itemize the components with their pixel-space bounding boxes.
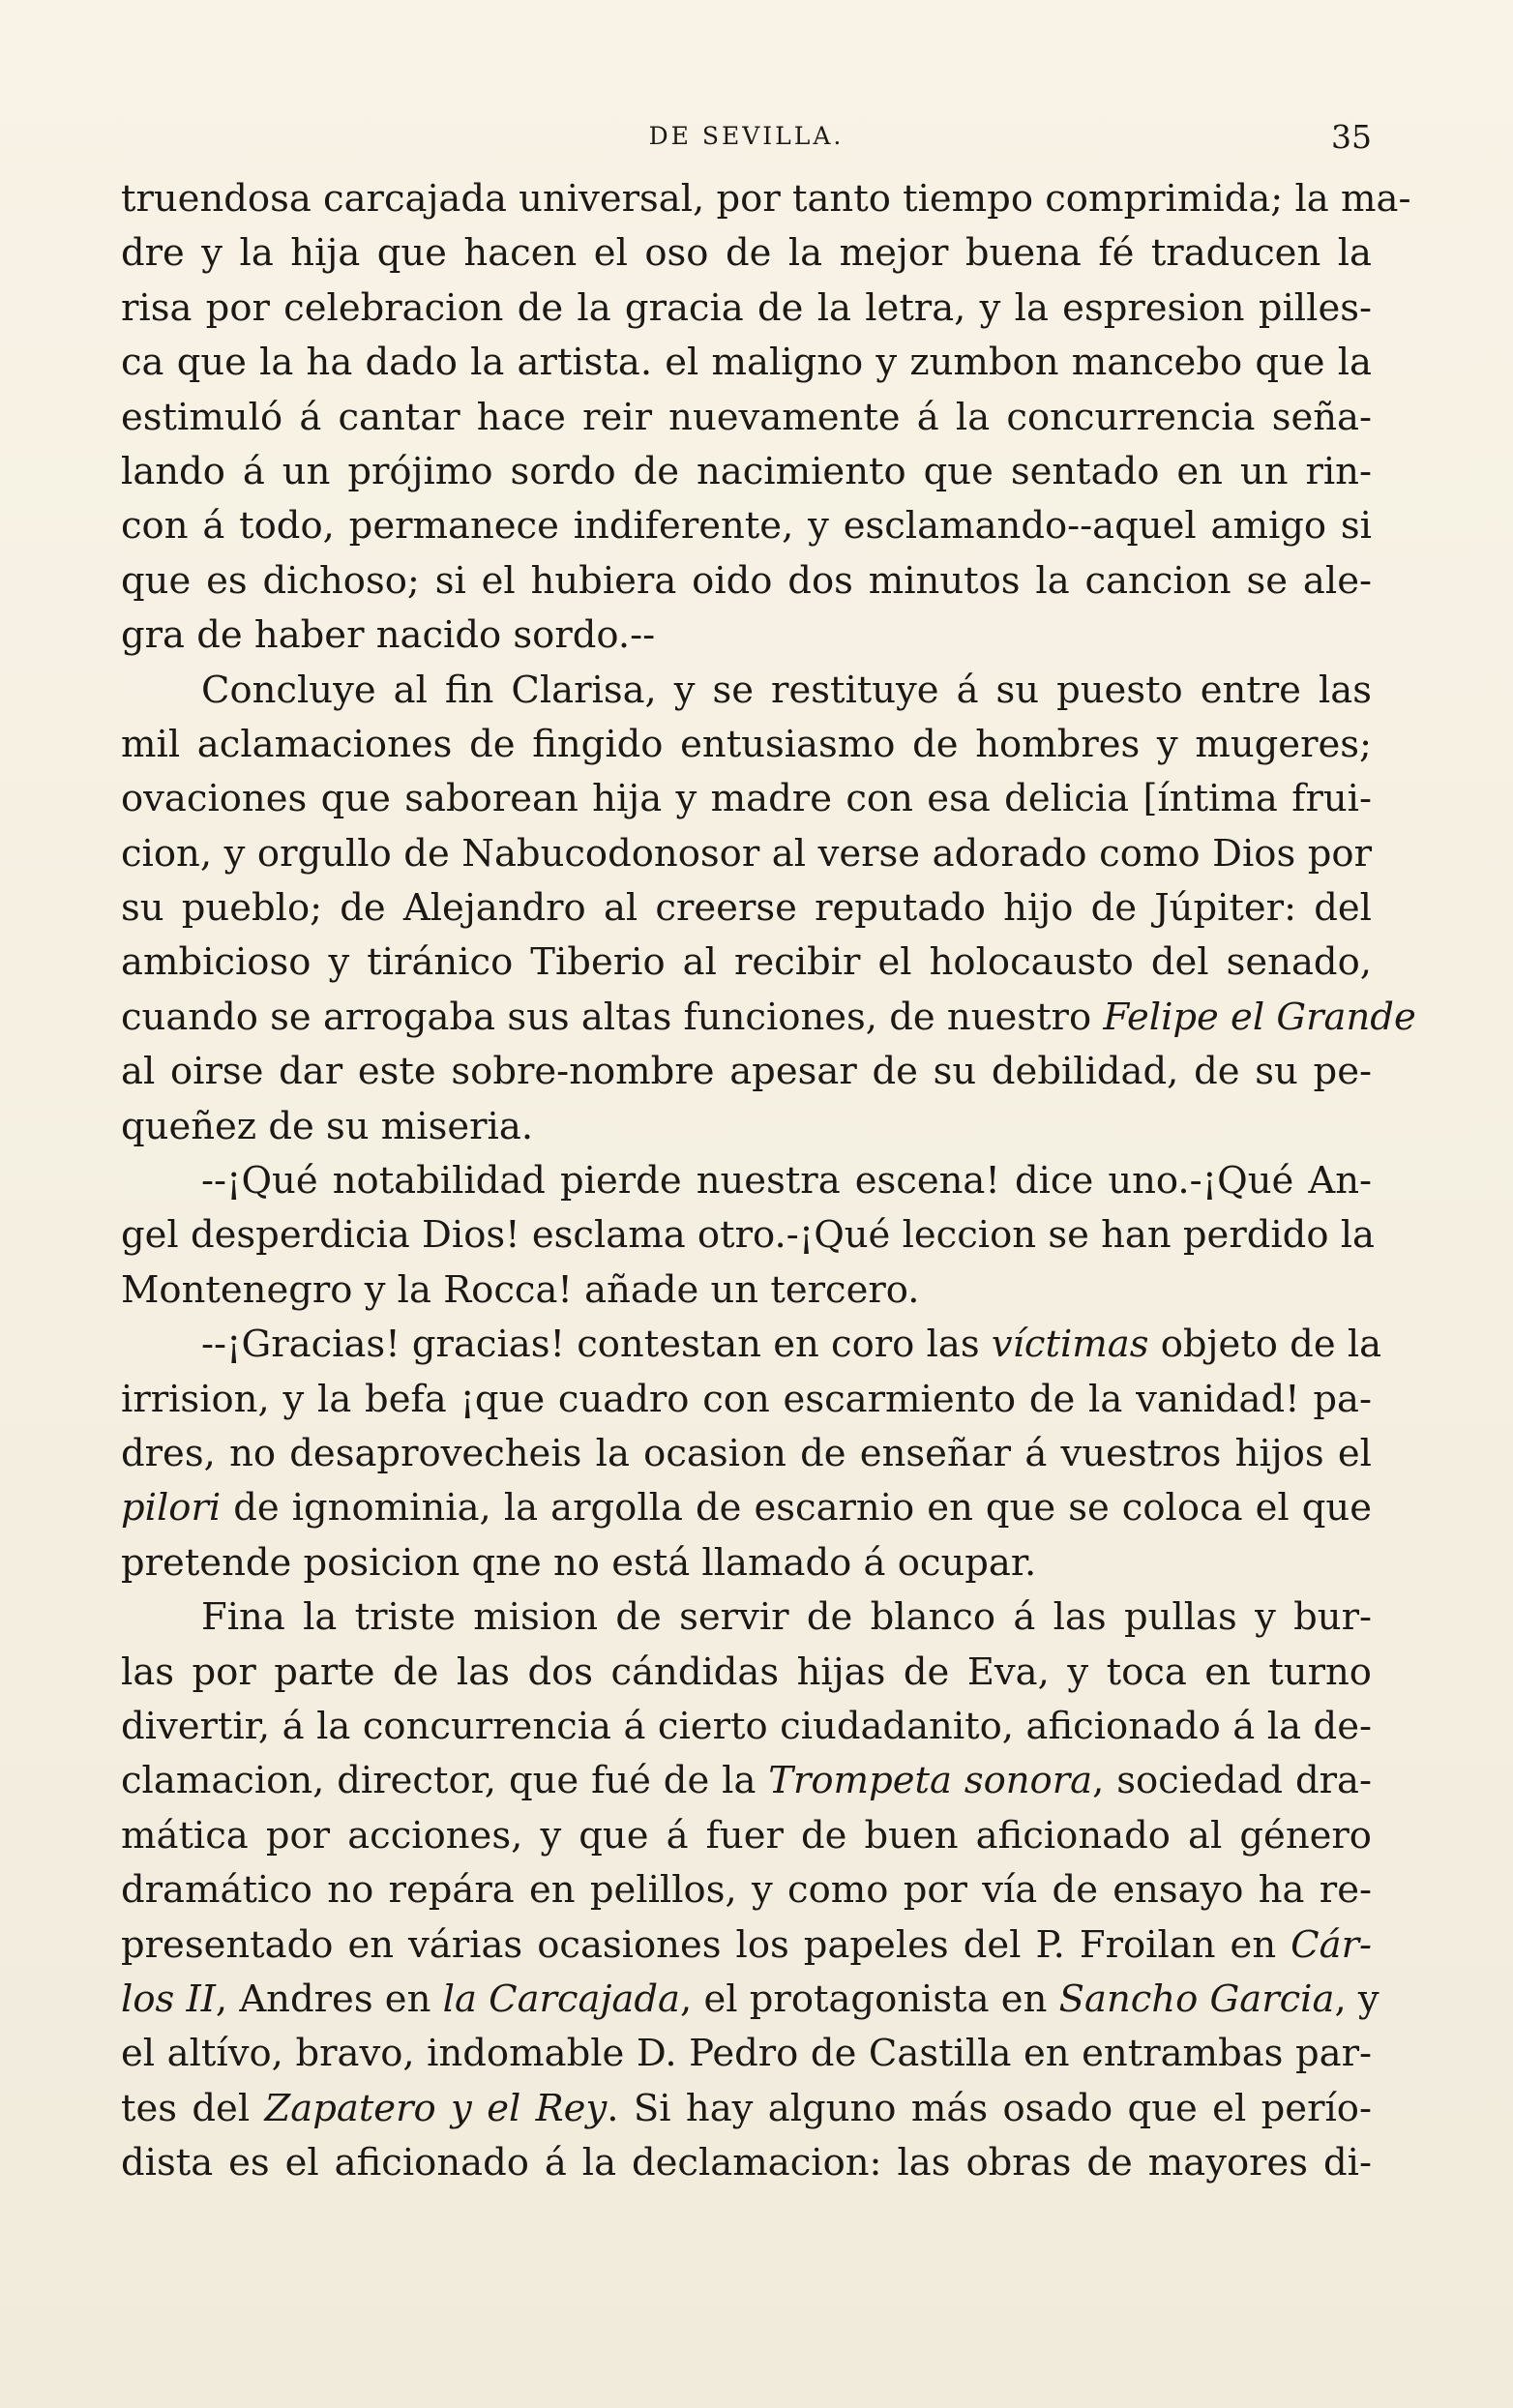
text-segment: dre y la hija que hacen el oso de la mejor buena fé traducen la bbox=[121, 231, 1372, 276]
text-line bbox=[121, 2136, 1372, 2190]
text-line bbox=[121, 1154, 1372, 1208]
text-segment: --¡Gracias! gracias! contestan en coro las bbox=[201, 1323, 992, 1367]
text-line bbox=[121, 554, 1372, 609]
text-line bbox=[121, 1208, 1376, 1263]
text-segment: ca que la ha dado la artista. el maligno y zumbon mancebo que la bbox=[121, 341, 1372, 385]
text-segment: Montenegro y la Rocca! añade un tercero. bbox=[121, 1267, 920, 1312]
text-segment: lando á un prójimo sordo de nacimiento que sentado en un rin- bbox=[121, 449, 1372, 493]
text-line bbox=[121, 1481, 1372, 1535]
italic-text: víctimas bbox=[991, 1323, 1149, 1367]
text-line bbox=[121, 718, 1372, 772]
text-line bbox=[121, 1700, 1372, 1754]
text-line bbox=[121, 991, 1416, 1045]
text-line bbox=[121, 1045, 1372, 1099]
text-segment: gra de haber nacido sordo.-- bbox=[121, 613, 656, 658]
text-segment: --¡Qué notabilidad pierde nuestra escena! dice uno.-¡Qué An- bbox=[201, 1159, 1372, 1204]
text-segment: Fina la triste mision de servir de blanco á las pullas y bur- bbox=[201, 1595, 1372, 1640]
page-header bbox=[121, 118, 1372, 161]
text-line bbox=[121, 172, 1411, 226]
italic-text: pilori bbox=[121, 1486, 222, 1531]
text-line bbox=[121, 881, 1372, 936]
text-segment: el altívo, bravo, indomable D. Pedro de Castilla en entrambas par- bbox=[121, 2032, 1372, 2076]
text-line bbox=[121, 1646, 1372, 1700]
text-line bbox=[121, 2082, 1372, 2136]
text-segment: , sociedad dra- bbox=[1092, 1759, 1372, 1803]
body-text bbox=[121, 172, 1416, 2190]
text-segment: truendosa carcajada universal, por tanto tiempo comprimida; la ma- bbox=[121, 177, 1411, 221]
text-line bbox=[121, 1263, 1372, 1318]
text-segment: con á todo, permanece indiferente, y esclamando--aquel amigo si bbox=[121, 504, 1372, 549]
text-line bbox=[121, 282, 1372, 336]
text-line bbox=[121, 1100, 1372, 1154]
text-segment: , el protagonista en bbox=[679, 1977, 1059, 2021]
text-line bbox=[121, 2027, 1372, 2081]
text-line bbox=[121, 1536, 1372, 1590]
text-line bbox=[121, 1590, 1372, 1645]
text-segment: divertir, á la concurrencia á cierto ciudadanito, aficionado á la de- bbox=[121, 1704, 1372, 1748]
text-segment: que es dichoso; si el hubiera oido dos minutos la cancion se ale- bbox=[121, 558, 1372, 603]
text-segment: , y bbox=[1334, 1977, 1380, 2021]
running-head: DE SEVILLA. bbox=[648, 122, 845, 150]
text-segment: mil aclamaciones de fingido entusiasmo de hombres y mugeres; bbox=[121, 722, 1372, 766]
text-line bbox=[121, 499, 1372, 553]
text-line bbox=[121, 1863, 1372, 1917]
italic-text: los II bbox=[121, 1977, 216, 2021]
text-segment: queñez de su miseria. bbox=[121, 1104, 534, 1148]
text-line bbox=[121, 1373, 1372, 1427]
text-segment: risa por celebracion de la gracia de la letra, y la espresion pilles- bbox=[121, 285, 1372, 330]
italic-text: Cár- bbox=[1290, 1922, 1372, 1967]
text-segment: su pueblo; de Alejandro al creerse reputado hijo de Júpiter: del bbox=[121, 886, 1372, 931]
text-segment: ambicioso y tiránico Tiberio al recibir el holocausto del senado, bbox=[121, 940, 1372, 985]
text-segment: las por parte de las dos cándidas hijas de Eva, y toca en turno bbox=[121, 1650, 1372, 1694]
text-line bbox=[121, 772, 1372, 826]
text-line bbox=[121, 445, 1372, 499]
italic-text: Zapatero y el Rey bbox=[264, 2086, 608, 2130]
text-line bbox=[121, 391, 1372, 445]
italic-text: Felipe el Grande bbox=[1103, 995, 1416, 1039]
text-line bbox=[121, 1427, 1372, 1481]
text-line bbox=[121, 936, 1372, 990]
text-line bbox=[121, 336, 1372, 390]
text-segment: dres, no desaprovecheis la ocasion de enseñar á vuestros hijos el bbox=[121, 1431, 1372, 1475]
page-number: 35 bbox=[1331, 118, 1372, 156]
text-segment: pretende posicion qne no está llamado á ocupar. bbox=[121, 1540, 1037, 1585]
text-segment: tes del bbox=[121, 2086, 265, 2130]
text-segment: mática por acciones, y que á fuer de buen aficionado al género bbox=[121, 1813, 1372, 1858]
text-segment: de ignominia, la argolla de escarnio en que se coloca el que bbox=[221, 1486, 1372, 1531]
text-segment: estimuló á cantar hace reir nuevamente á la concurrencia seña- bbox=[121, 395, 1372, 439]
text-segment: gel desperdicia Dios! esclama otro.-¡Qué leccion se han perdido la bbox=[121, 1213, 1376, 1258]
text-segment: al oirse dar este sobre-nombre apesar de su debilidad, de su pe- bbox=[121, 1050, 1372, 1094]
text-segment: clamacion, director, que fué de la bbox=[121, 1759, 769, 1803]
text-line bbox=[121, 1318, 1382, 1372]
text-line bbox=[121, 664, 1372, 718]
text-segment: ovaciones que saborean hija y madre con esa delicia [íntima frui- bbox=[121, 777, 1372, 821]
text-segment: . Si hay alguno más osado que el perío- bbox=[607, 2086, 1372, 2130]
text-segment: objeto de la bbox=[1148, 1323, 1382, 1367]
text-line bbox=[121, 226, 1372, 281]
text-line bbox=[121, 1809, 1372, 1863]
text-segment: irrision, y la befa ¡que cuadro con escarmiento de la vanidad! pa- bbox=[121, 1377, 1372, 1421]
italic-text: la Carcajada bbox=[442, 1977, 680, 2021]
text-segment: dramático no repára en pelillos, y como por vía de ensayo ha re- bbox=[121, 1868, 1372, 1913]
text-line bbox=[121, 1918, 1372, 1973]
text-segment: , Andres en bbox=[215, 1977, 443, 2021]
text-segment: dista es el aficionado á la declamacion: las obras de mayores di- bbox=[121, 2141, 1372, 2185]
text-line bbox=[121, 1754, 1372, 1808]
text-segment: Concluye al fin Clarisa, y se restituye á su puesto entre las bbox=[201, 668, 1372, 712]
text-segment: cion, y orgullo de Nabucodonosor al verse adorado como Dios por bbox=[121, 831, 1372, 876]
italic-text: Trompeta sonora bbox=[768, 1759, 1093, 1803]
text-line bbox=[121, 1973, 1380, 2027]
text-line bbox=[121, 609, 1372, 663]
text-segment: cuando se arrogaba sus altas funciones, de nuestro bbox=[121, 995, 1104, 1039]
text-line bbox=[121, 827, 1372, 881]
italic-text: Sancho Garcia bbox=[1058, 1977, 1335, 2021]
text-segment: presentado en várias ocasiones los papeles del P. Froilan en bbox=[121, 1922, 1291, 1967]
